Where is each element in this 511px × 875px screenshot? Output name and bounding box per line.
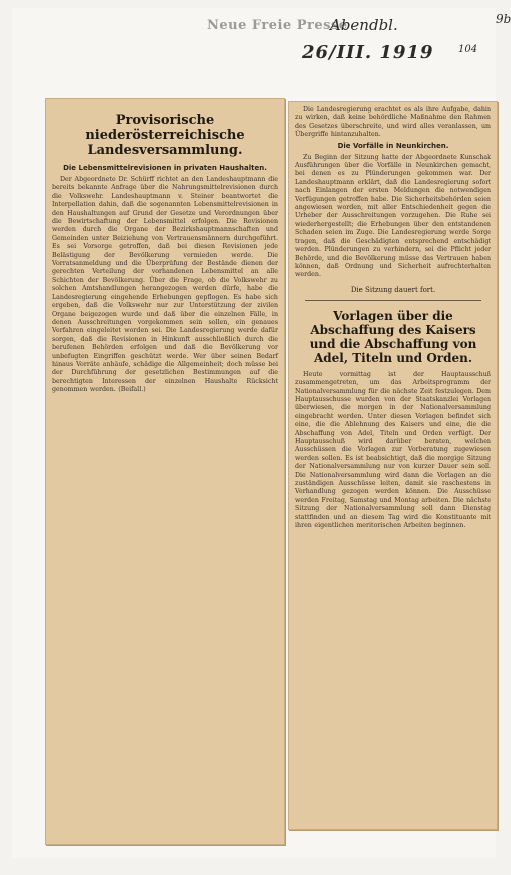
clipping-right-column [295,106,491,825]
handwritten-source-note: Abendbl. [330,16,398,34]
article2-intro: Die Landesregierung erachtet es als ihre Aufgabe, dahin zu wirken, daß keine behördliche Maßnahme den Rahmen des Gesetzes überschreite, und wird alles veranlassen, um Übergriffe hintanzuhalten. [295,106,491,139]
article3-headline: Vorlagen über die Abschaffung des Kaisers und die Abschaffung von Adel, Titeln und Orden. [309,308,477,365]
article1-body: Der Abgeordnete Dr. Schürff richtet an den Landeshauptmann die bereits bekannte Anfrage über die Nahrungsmittelrevisionen durch die Volkswehr. Landeshauptmann v. Steiner beantwortet die Interpellation dahin, daß die sogenannten Lebensmittelrevisionen in den Haushaltungen auf Grund der Gesetze und Verordnungen über die Bewirtschaftung der Lebensmittel erfolgen. Die Revisionen werden durch die Organe der Bezirkshauptmannschaften und Gemeinden unter Beiziehung von Vertrauensmännern durchgeführt. Es sei Vorsorge getroffen, daß bei diesen Revisionen jede Belästigung der Bevölkerung vermieden werde. Die Vorratsanmeldung und die Überprüfung der Bestände dienen der gerechten Verteilung der vorhandenen Lebensmittel an alle Schichten der Bevölkerung. Über die Frage, ob die Volkswehr zu solchen Amtshandlungen herangezogen werden dürfe, habe die Landesregierung eingehende Erhebungen gepflogen. Es habe sich ergeben, daß die Volkswehr nur zur Unterstützung der zivilen Organe beigezogen wurde und daß über die einzelnen Fälle, in denen Ausschreitungen vorgekommen sein sollen, ein genaues Verfahren eingeleitet worden sei. Die Landesregierung werde dafür sorgen, daß die Revisionen in Hinkunft ausschließlich durch die berufenen Behörden erfolgen und daß die Bevölkerung vor unbefugten Eingriffen geschützt werde. Wer über seinen Bedarf hinaus Vorräte anhäufe, schädige die Allgemeinheit; doch müsse bei der Durchführung der gesetzlichen Bestimmungen auf die berechtigten Interessen der einzelnen Haushalte Rücksicht genommen werden. (Beifall.) [52,176,278,394]
article3-body: Heute vormittag ist der Hauptausschuß zusammengetreten, um das Arbeitsprogramm der Nationalversammlung für die nächste Zeit festzulegen. Dem Hauptausschusse wurden von der Staatskanzlei Vorlagen überwiesen, die morgen in der Nationalversammlung eingebracht werden. Unter diesen Vorlagen befindet sich eine, die die Ablehnung des Kaisers und eine, die die Abschaffung von Adel, Titeln und Orden verfügt. Der Hauptausschuß wird darüber beraten, welchen Ausschüssen die Vorlagen zur Vorberatung zugewiesen werden sollen. Es ist beabsichtigt, daß die morgige Sitzung der Nationalversammlung nur von kurzer Dauer sein soll. Die Nationalversammlung wird dann die Vorlagen an die zuständigen Ausschüsse leiten, damit sie raschestens in Verhandlung gezogen werden können. Die Ausschüsse werden Freitag, Samstag und Montag arbeiten. Die nächste Sitzung der Nationalversammlung soll dann Dienstag stattfinden und an diesem Tag wird die Konstituante mit ihren eigentlichen meritorischen Arbeiten beginnen. [295,370,491,530]
article2-body: Zu Beginn der Sitzung hatte der Abgeordnete Kunschak Ausführungen über die Vorfälle in Neunkirchen gemacht, bei denen es zu Plünderungen gekommen war. Der Landeshauptmann erklärt, daß die Landesregierung sofort nach Einlangen der ersten Meldungen die notwendigen Verfügungen getroffen habe. Die Sicherheitsbehörden seien angewiesen worden, mit aller Entschiedenheit gegen die Urheber der Ausschreitungen vorzugehen. Die Ruhe sei wiederhergestellt; die Erhebungen über den entstandenen Schaden seien im Zuge. Die Landesregierung werde Sorge tragen, daß die Geschädigten entsprechend entschädigt werden. Plünderungen zu verhindern, sei die Pflicht jeder Behörde, und die Bevölkerung müsse das Vertrauen haben können, daß Ordnung und Sicherheit aufrechterhalten werden. [295,153,491,279]
article2-subhead: Die Vorfälle in Neunkirchen. [337,141,449,150]
clipping-left [45,98,285,845]
article2-closing: Die Sitzung dauert fort. [350,285,436,294]
clipping-left-column [52,103,278,840]
archive-sheet [12,8,511,858]
article1-subhead: Die Lebensmittelrevisionen in privaten Haushalten. [63,164,267,172]
handwritten-corner-mark: 9b [496,12,511,26]
handwritten-number: 104 [458,44,478,55]
article-divider [305,300,481,301]
clipping-right [288,101,498,830]
newspaper-masthead: Neue Freie Presse [207,18,348,33]
handwritten-date: 26/III. 1919 [302,42,434,63]
article1-headline: Provisorische niederösterreichische Landesversammlung. [85,113,245,158]
